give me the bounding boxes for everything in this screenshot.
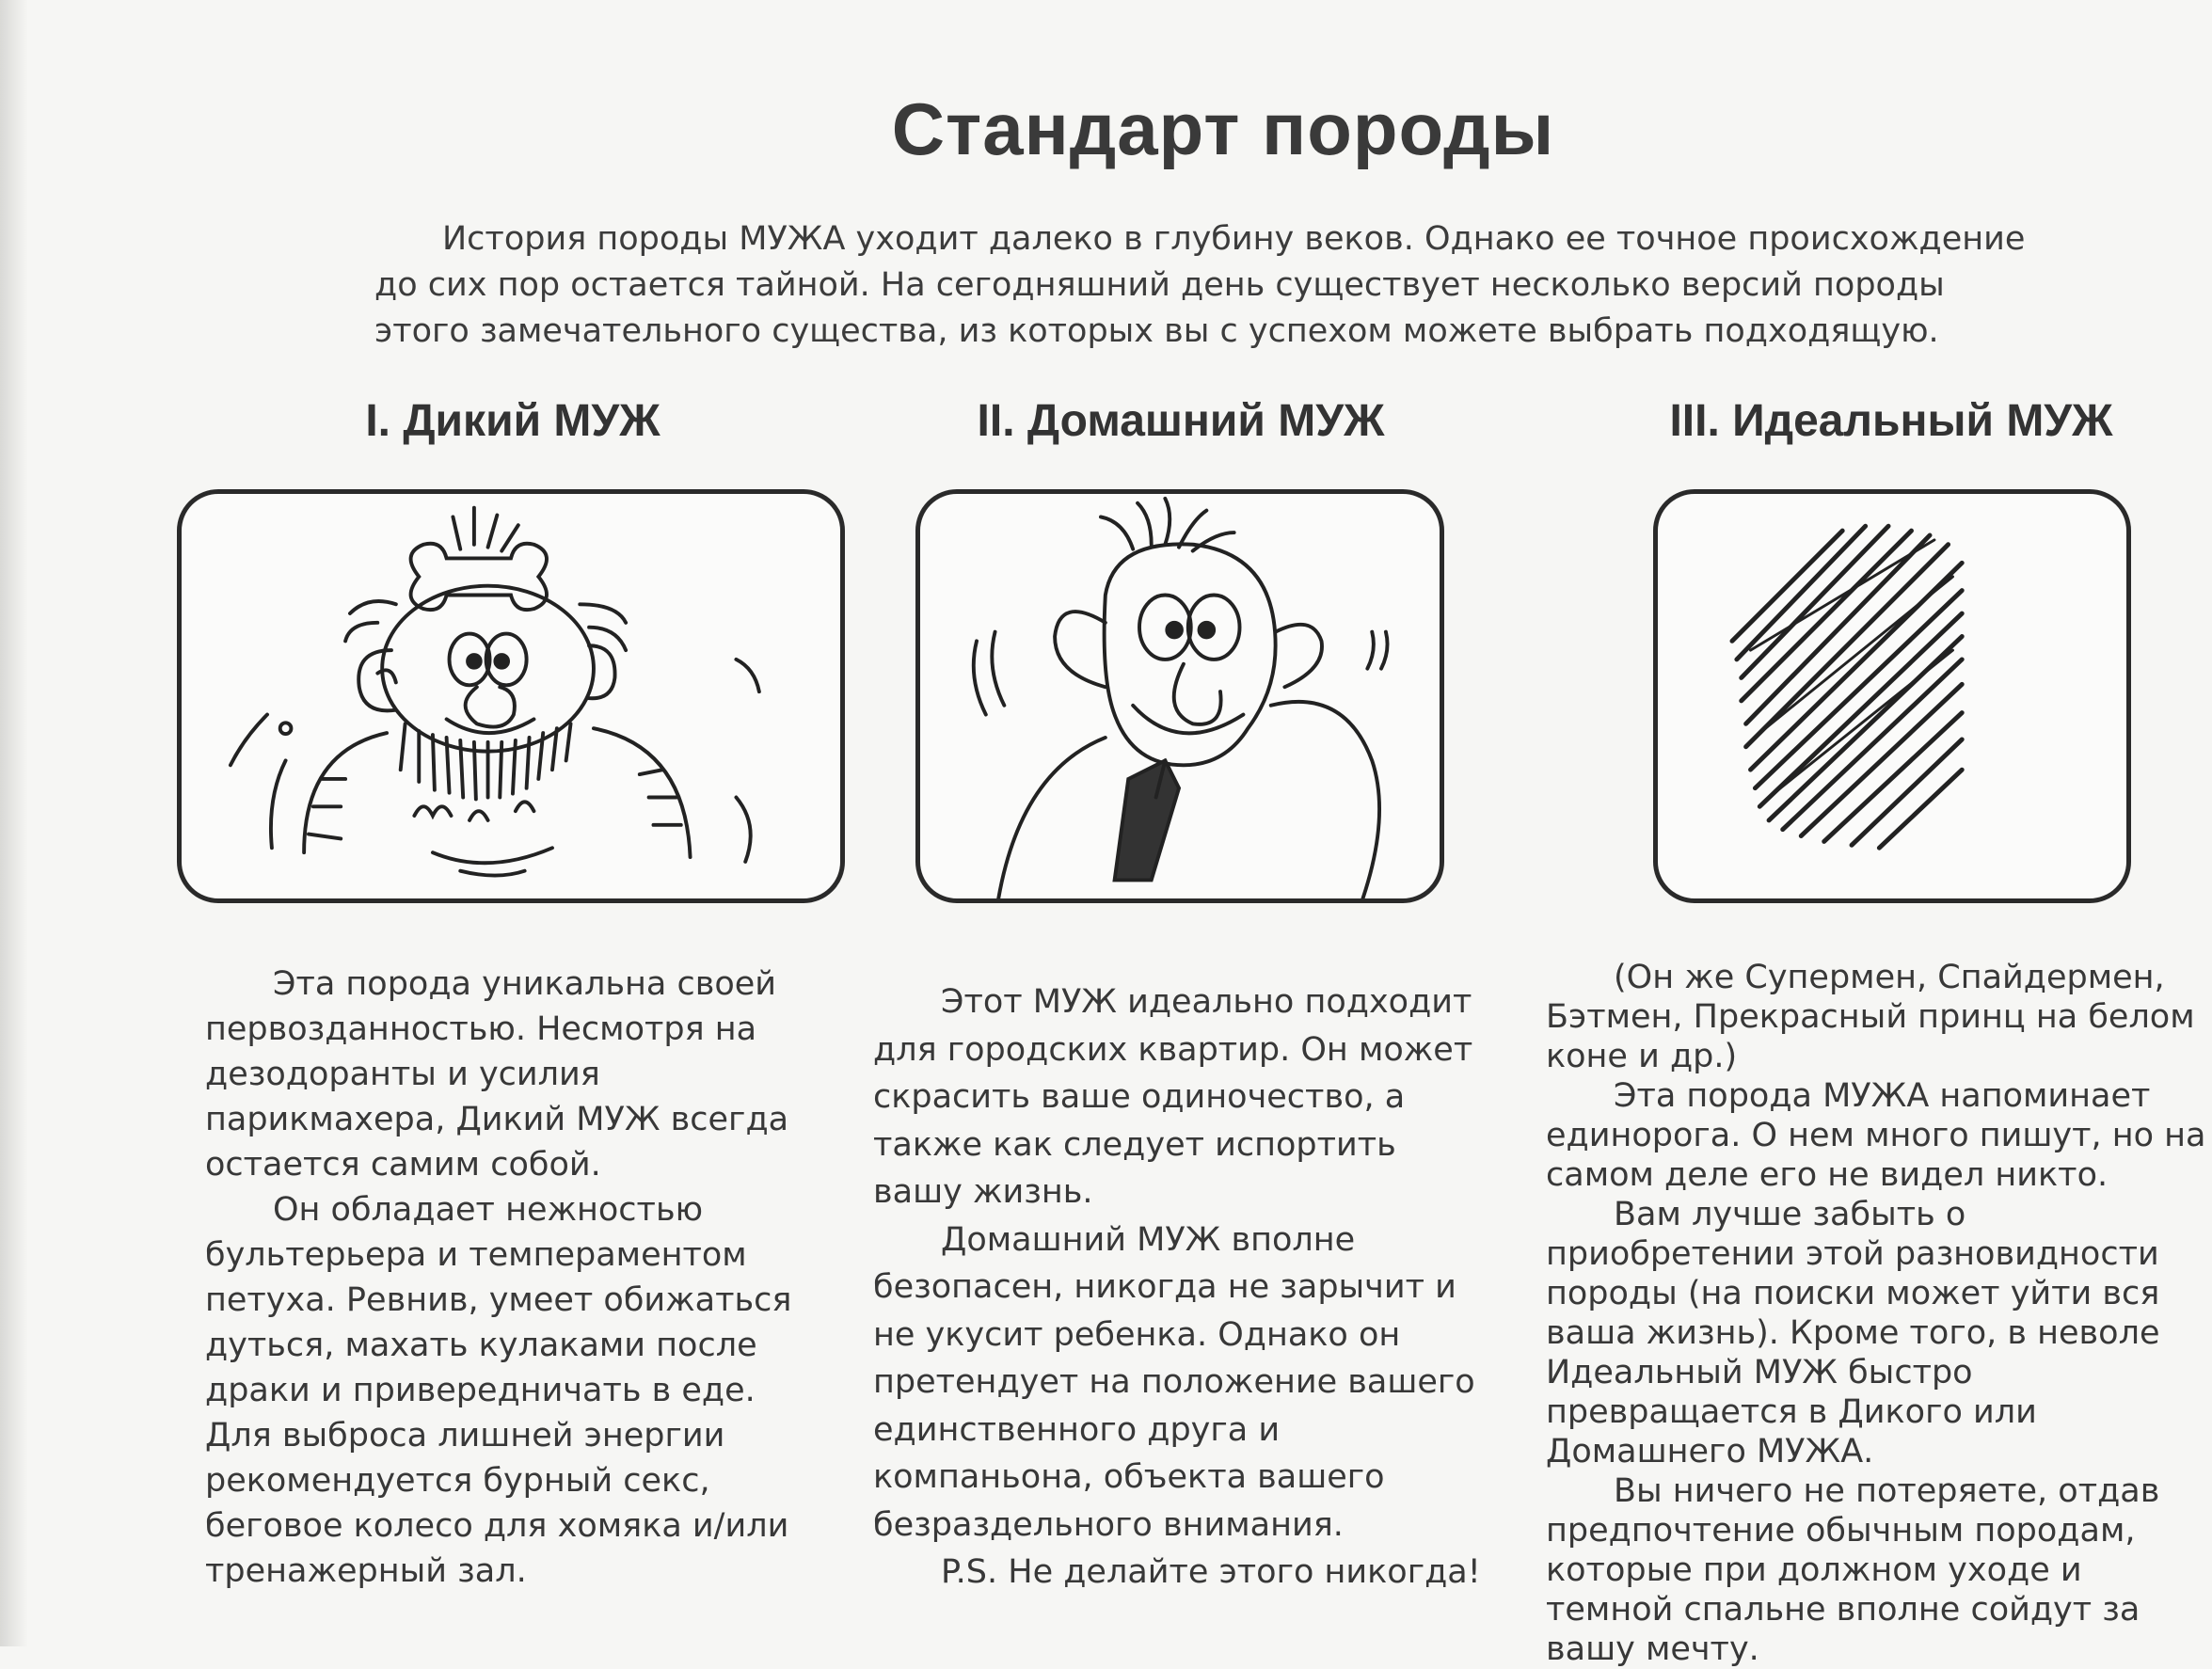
intro-text: История породы МУЖА уходит далеко в глубину веков. Однако ее точное происхождение до сих пор остается тайной. На сегодняшний день существует несколько версий породы этого замечательного существа, из которых вы с успехом можете выбрать подходящую. [374,220,2026,350]
illustration-frame-wild [177,489,845,903]
heading-domestic-husband: II. Домашний МУЖ [977,396,1385,446]
illustration-frame-ideal [1653,489,2131,903]
text-wild-husband [205,962,817,1594]
paragraph: Вы ничего не потеряете, отдав предпочтение обычным породам, которые при должном уходе и темной спальне вполне сойдут за вашу мечту. [1546,1472,2160,1668]
paragraph: (Он же Супермен, Спайдермен, Бэтмен, Прекрасный принц на белом коне и др.) [1546,959,2195,1075]
heading-ideal-husband: III. Идеальный МУЖ [1669,396,2113,446]
scribbled-out-icon [1658,494,2126,898]
domestic-husband-cartoon-icon [920,494,1440,898]
page-binding-shadow [0,0,28,1646]
paragraph: Домашний МУЖ вполне безопасен, никогда не зарычит и не укусит ребенка. Однако он претендует на положение вашего единственного друга и компаньона, объекта вашего безраздельного внимания. [873,1220,1475,1544]
paragraph: Эта порода уникальна своей первозданностью. Несмотря на дезодоранты и усилия парикмахера, Дикий МУЖ всегда остается самим собой. [205,965,789,1184]
illustration-frame-domestic [915,489,1444,903]
paragraph: P.S. Не делайте этого никогда! [941,1553,1481,1591]
text-ideal-husband [1546,958,2209,1669]
wild-husband-cartoon-icon [182,494,840,898]
intro-paragraph [374,216,2040,355]
paragraph: Он обладает нежностью бультерьера и темпераментом петуха. Ревнив, умеет обижаться дуться, махать кулаками после драки и привередничать в еде. Для выброса лишней энергии рекомендуется бурный секс, беговое колесо для хомяка и/или тренажерный зал. [205,1191,792,1590]
heading-wild-husband: I. Дикий МУЖ [365,396,660,446]
paragraph: Вам лучше забыть о приобретении этой разновидности породы (на поиски может уйти вся ваша жизнь). Кроме того, в неволе Идеальный МУЖ быстро превращается в Дикого или Домашнего МУЖА. [1546,1196,2160,1470]
text-domestic-husband [873,978,1485,1597]
paragraph: Этот МУЖ идеально подходит для городских квартир. Он может скрасить ваше одиночество, а также как следует испортить вашу жизнь. [873,983,1473,1211]
paragraph: Эта порода МУЖА напоминает единорога. О нем много пишут, но на самом деле его не видел никто. [1546,1077,2206,1194]
page-title: Стандарт породы [891,87,1555,170]
